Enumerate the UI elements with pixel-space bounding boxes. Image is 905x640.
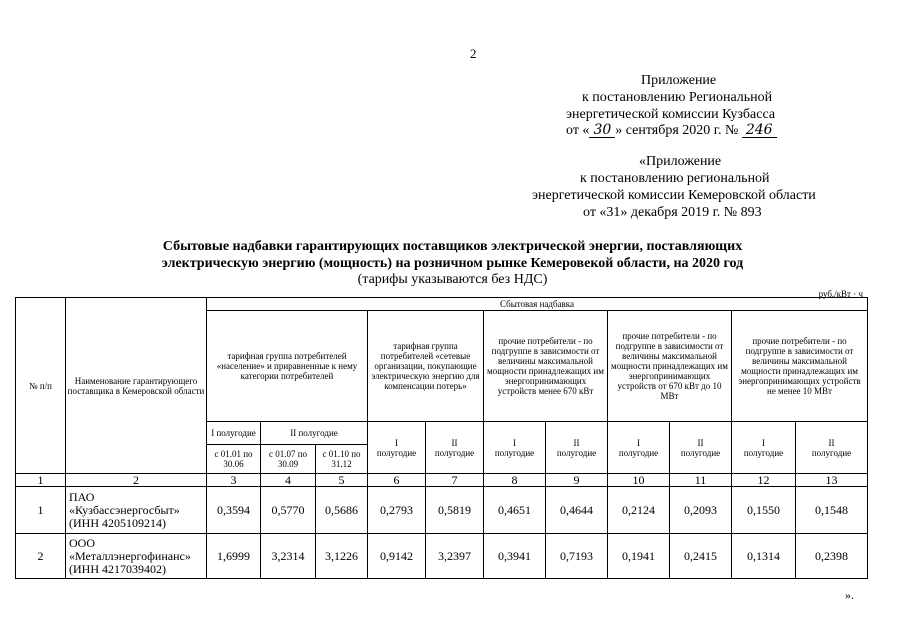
header-period3: с 01.10 по 31.12 — [316, 445, 368, 474]
value-cell: 0,3941 — [484, 534, 546, 579]
value-cell: 0,1548 — [796, 487, 868, 534]
roman-10: I — [637, 437, 640, 448]
roman-8: I — [513, 437, 516, 448]
header-half1: I полугодие — [207, 422, 261, 445]
page-number: 2 — [470, 46, 477, 61]
header-half-9 — [546, 422, 608, 474]
roman-7: II — [451, 437, 458, 448]
appendix1-date-middle: » сентября 2020 г. № — [615, 123, 739, 138]
closing-quote: ». — [845, 588, 854, 602]
value-cell: 0,1550 — [732, 487, 796, 534]
value-cell: 0,2124 — [608, 487, 670, 534]
table-row — [16, 487, 868, 534]
handwritten-day: 30 — [589, 123, 615, 138]
value-cell: 0,5819 — [426, 487, 484, 534]
value-cell: 1,6999 — [207, 534, 261, 579]
row-no: 1 — [16, 487, 66, 534]
value-cell: 0,2793 — [368, 487, 426, 534]
header-670-10: прочие потребители - по подгруппе в зависимости от величины максимальной мощности принадлежащих им энергопринимающих устройств от 670 кВт до 10 МВт — [608, 311, 732, 422]
half-word-6: полугодие — [376, 447, 417, 458]
half-word-9: полугодие — [556, 447, 597, 458]
col-number: 13 — [796, 474, 868, 487]
header-population: тарифная группа потребителей «население» и приравненные к нему категории потребителей — [207, 311, 368, 422]
appendix2-line1: «Приложение — [639, 154, 722, 169]
header-half-13 — [796, 422, 868, 474]
value-cell: 0,5686 — [316, 487, 368, 534]
header-no: № п/п — [16, 298, 66, 474]
supplier-name: ООО «Металлэнергофинанс» (ИНН 4217039402) — [66, 534, 207, 579]
roman-13: II — [828, 437, 835, 448]
value-cell: 0,1314 — [732, 534, 796, 579]
value-cell: 0,2398 — [796, 534, 868, 579]
col-number: 9 — [546, 474, 608, 487]
appendix1-date-prefix: от « — [566, 123, 590, 138]
title-text-2: электрическую энергию (мощность) на розничном рынке Кемеровекой области, на 2020 год — [161, 256, 744, 271]
header-half-8 — [484, 422, 546, 474]
half-word-8: полугодие — [494, 447, 535, 458]
value-cell: 0,3594 — [207, 487, 261, 534]
half-word-7: полугодие — [434, 447, 475, 458]
unit-label: руб./кВт · ч — [818, 289, 863, 299]
col-number: 3 — [207, 474, 261, 487]
header-half-11 — [670, 422, 732, 474]
value-cell: 0,4644 — [546, 487, 608, 534]
handwritten-number: 246 — [742, 123, 777, 138]
value-cell: 0,2415 — [670, 534, 732, 579]
col-number: 2 — [66, 474, 207, 487]
appendix2-line3: энергетической комиссии Кемеровской области — [532, 188, 816, 203]
appendix2-line2: к постановлению региональной — [580, 171, 770, 186]
header-network: тарифная группа потребителей «сетевые организации, покупающие электрическую энергию для компенсации потерь» — [368, 311, 484, 422]
document-subtitle: (тарифы указываются без НДС) — [357, 272, 548, 287]
roman-11: II — [697, 437, 704, 448]
supplier-name: ПАО «Кузбассэнергосбыт» (ИНН 4205109214) — [66, 487, 207, 534]
value-cell: 0,1941 — [608, 534, 670, 579]
value-cell: 0,7193 — [546, 534, 608, 579]
header-half2: II полугодие — [261, 422, 368, 445]
half-word-11: полугодие — [680, 447, 721, 458]
roman-12: I — [762, 437, 765, 448]
col-number: 5 — [316, 474, 368, 487]
header-half-6 — [368, 422, 426, 474]
value-cell: 3,2397 — [426, 534, 484, 579]
header-lt670: прочие потребители - по подгруппе в зависимости от величины максимальной мощности принадлежащих им энергопринимающих устройств менее 670 кВт — [484, 311, 608, 422]
header-half-12 — [732, 422, 796, 474]
value-cell: 3,2314 — [261, 534, 316, 579]
col-number: 8 — [484, 474, 546, 487]
value-cell: 0,9142 — [368, 534, 426, 579]
col-number: 1 — [16, 474, 66, 487]
header-period2: с 01.07 по 30.09 — [261, 445, 316, 474]
header-ge10: прочие потребители - по подгруппе в зависимости от величины максимальной мощности принадлежащих им энергопринимающих устройств не менее 10 МВт — [732, 311, 868, 422]
value-cell: 0,2093 — [670, 487, 732, 534]
col-number: 12 — [732, 474, 796, 487]
document-title-line2 — [0, 255, 905, 272]
title-text-1: Сбытовые надбавки гарантирующих поставщиков электрической энергии, поставляющих — [162, 239, 743, 254]
col-number: 10 — [608, 474, 670, 487]
appendix2-line4: от «31» декабря 2019 г. № 893 — [583, 205, 762, 220]
appendix1-line3: энергетической комиссии Кузбасса — [566, 107, 776, 122]
header-half-7 — [426, 422, 484, 474]
half-word-10: полугодие — [618, 447, 659, 458]
value-cell: 3,1226 — [316, 534, 368, 579]
document-title-line1 — [0, 238, 905, 255]
row-no: 2 — [16, 534, 66, 579]
header-period1: с 01.01 по 30.06 — [207, 445, 261, 474]
header-half-10 — [608, 422, 670, 474]
appendix1-date-line — [566, 122, 777, 139]
appendix1-line2: к постановлению Региональной — [582, 90, 773, 105]
roman-6: I — [395, 437, 398, 448]
value-cell: 0,5770 — [261, 487, 316, 534]
col-number: 4 — [261, 474, 316, 487]
col-number: 11 — [670, 474, 732, 487]
half-word-12: полугодие — [743, 447, 784, 458]
value-cell: 0,4651 — [484, 487, 546, 534]
col-number: 6 — [368, 474, 426, 487]
half-word-13: полугодие — [811, 447, 852, 458]
roman-9: II — [573, 437, 580, 448]
header-group: Сбытовая надбавка — [207, 298, 868, 311]
markup-table — [15, 297, 868, 579]
appendix1-line1: Приложение — [641, 73, 717, 88]
col-number: 7 — [426, 474, 484, 487]
header-name: Наименование гарантирующего поставщика в Кемеровской области — [66, 298, 207, 474]
table-row — [16, 534, 868, 579]
